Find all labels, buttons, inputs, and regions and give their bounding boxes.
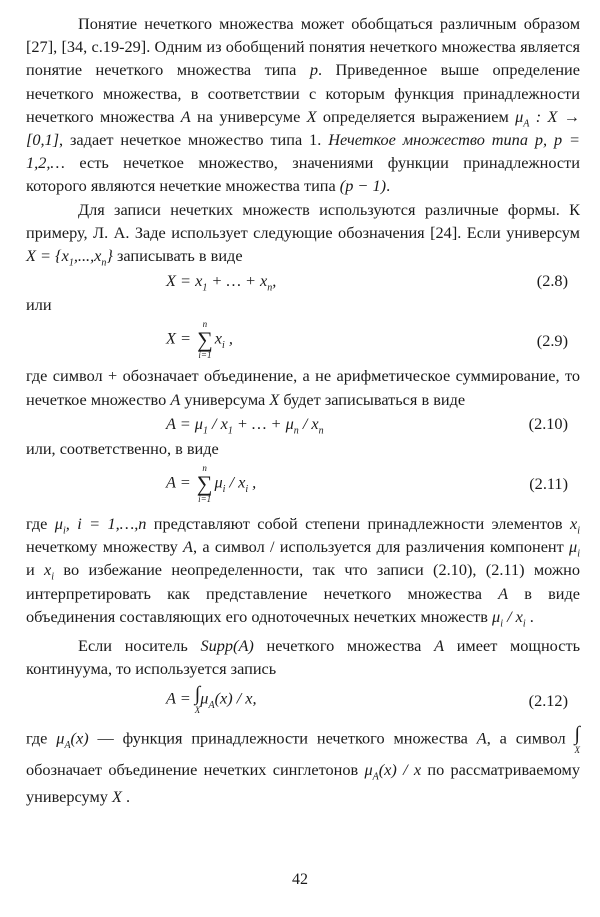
integral-symbol: ∫ X: [574, 723, 580, 756]
sum-symbol: n ∑ i=1: [197, 319, 213, 361]
equation-2-10: $A = \mu_1 / x_1$ + … + $\mu_n / x_n$ (2.10): [26, 411, 580, 437]
equation-2-11: A = n ∑ i=1 $\mu_i / x_i$ , (2.11): [26, 460, 580, 508]
equation-2-9: X = n ∑ i=1 $x_i$ , (2.9): [26, 316, 580, 364]
equation-2-8: $X = x_1$ + … + $x_n$, (2.8): [26, 267, 580, 293]
text-or-respectively: или, соответственно, в виде: [26, 438, 219, 458]
integral-symbol: ∫ X: [194, 683, 201, 716]
text-or: или: [26, 295, 52, 315]
paragraph-5: Если носитель Supp(A) нечеткого множества A имеет мощность континуума, то используется запись: [26, 636, 580, 679]
equation-2-12: A = ∫ X $\mu_A(x)$ / x, (2.12): [26, 680, 580, 720]
equation-number: (2.12): [528, 690, 568, 710]
sum-symbol: n ∑ i=1: [196, 463, 213, 505]
paragraph-3: где символ + обозначает объединение, а не арифметическое суммирование, то нечеткое множество A универсума X будет записываться в виде: [26, 366, 580, 409]
equation-number: (2.9): [536, 330, 568, 350]
paragraph-6: где $\mu_A(x)$ — функция принадлежности нечеткого множества A, а символ ∫ X обозначает объединение нечетких синглетонов $\mu_A(x)$ / x по рассматриваемому универсуму X .: [26, 723, 580, 807]
paragraph-2: Для записи нечетких множеств используются различные формы. К примеру, Л. А. Заде использует следующие обозначения [24]. Если универсум $X = \{x_1,...,x_n\}$ записывать в виде: [26, 199, 580, 269]
paragraph-4: где $\mu_i$, i = 1,…,n представляют собой степени принадлежности элементов $x_i$ нечеткому множеству A, а символ / используется для различения компонент $\mu_i$ и $x_i$ во избежание неопределенности, так что записи (2.10), (2.11) можно интерпретировать как представление нечеткого множества A в виде объединения составляющих его одноточечных нечетких множеств $\mu_i / x_i$ .: [26, 514, 581, 630]
equation-number: (2.8): [536, 270, 568, 290]
page-number: 42: [292, 871, 308, 888]
paragraph-1: Понятие нечеткого множества может обобщаться различным образом [27], [34, с.19-29]. Одним из обобщений понятия нечеткого множества является понятие нечеткого множества типа p. Приведенное выше определение нечеткого множества, в соответствии с которым функция принадлежности нечеткого множества A на универсуме X определяется выражением $\mu_A$ : X → [0,1], задает нечеткое множество типа 1. Нечеткое множество типа p, p = 1,2,… есть нечеткое множество, значениями функции принадлежности которого являются нечеткие множества типа (p − 1).: [26, 14, 580, 196]
equation-number: (2.10): [528, 414, 568, 434]
equation-number: (2.11): [529, 474, 568, 494]
